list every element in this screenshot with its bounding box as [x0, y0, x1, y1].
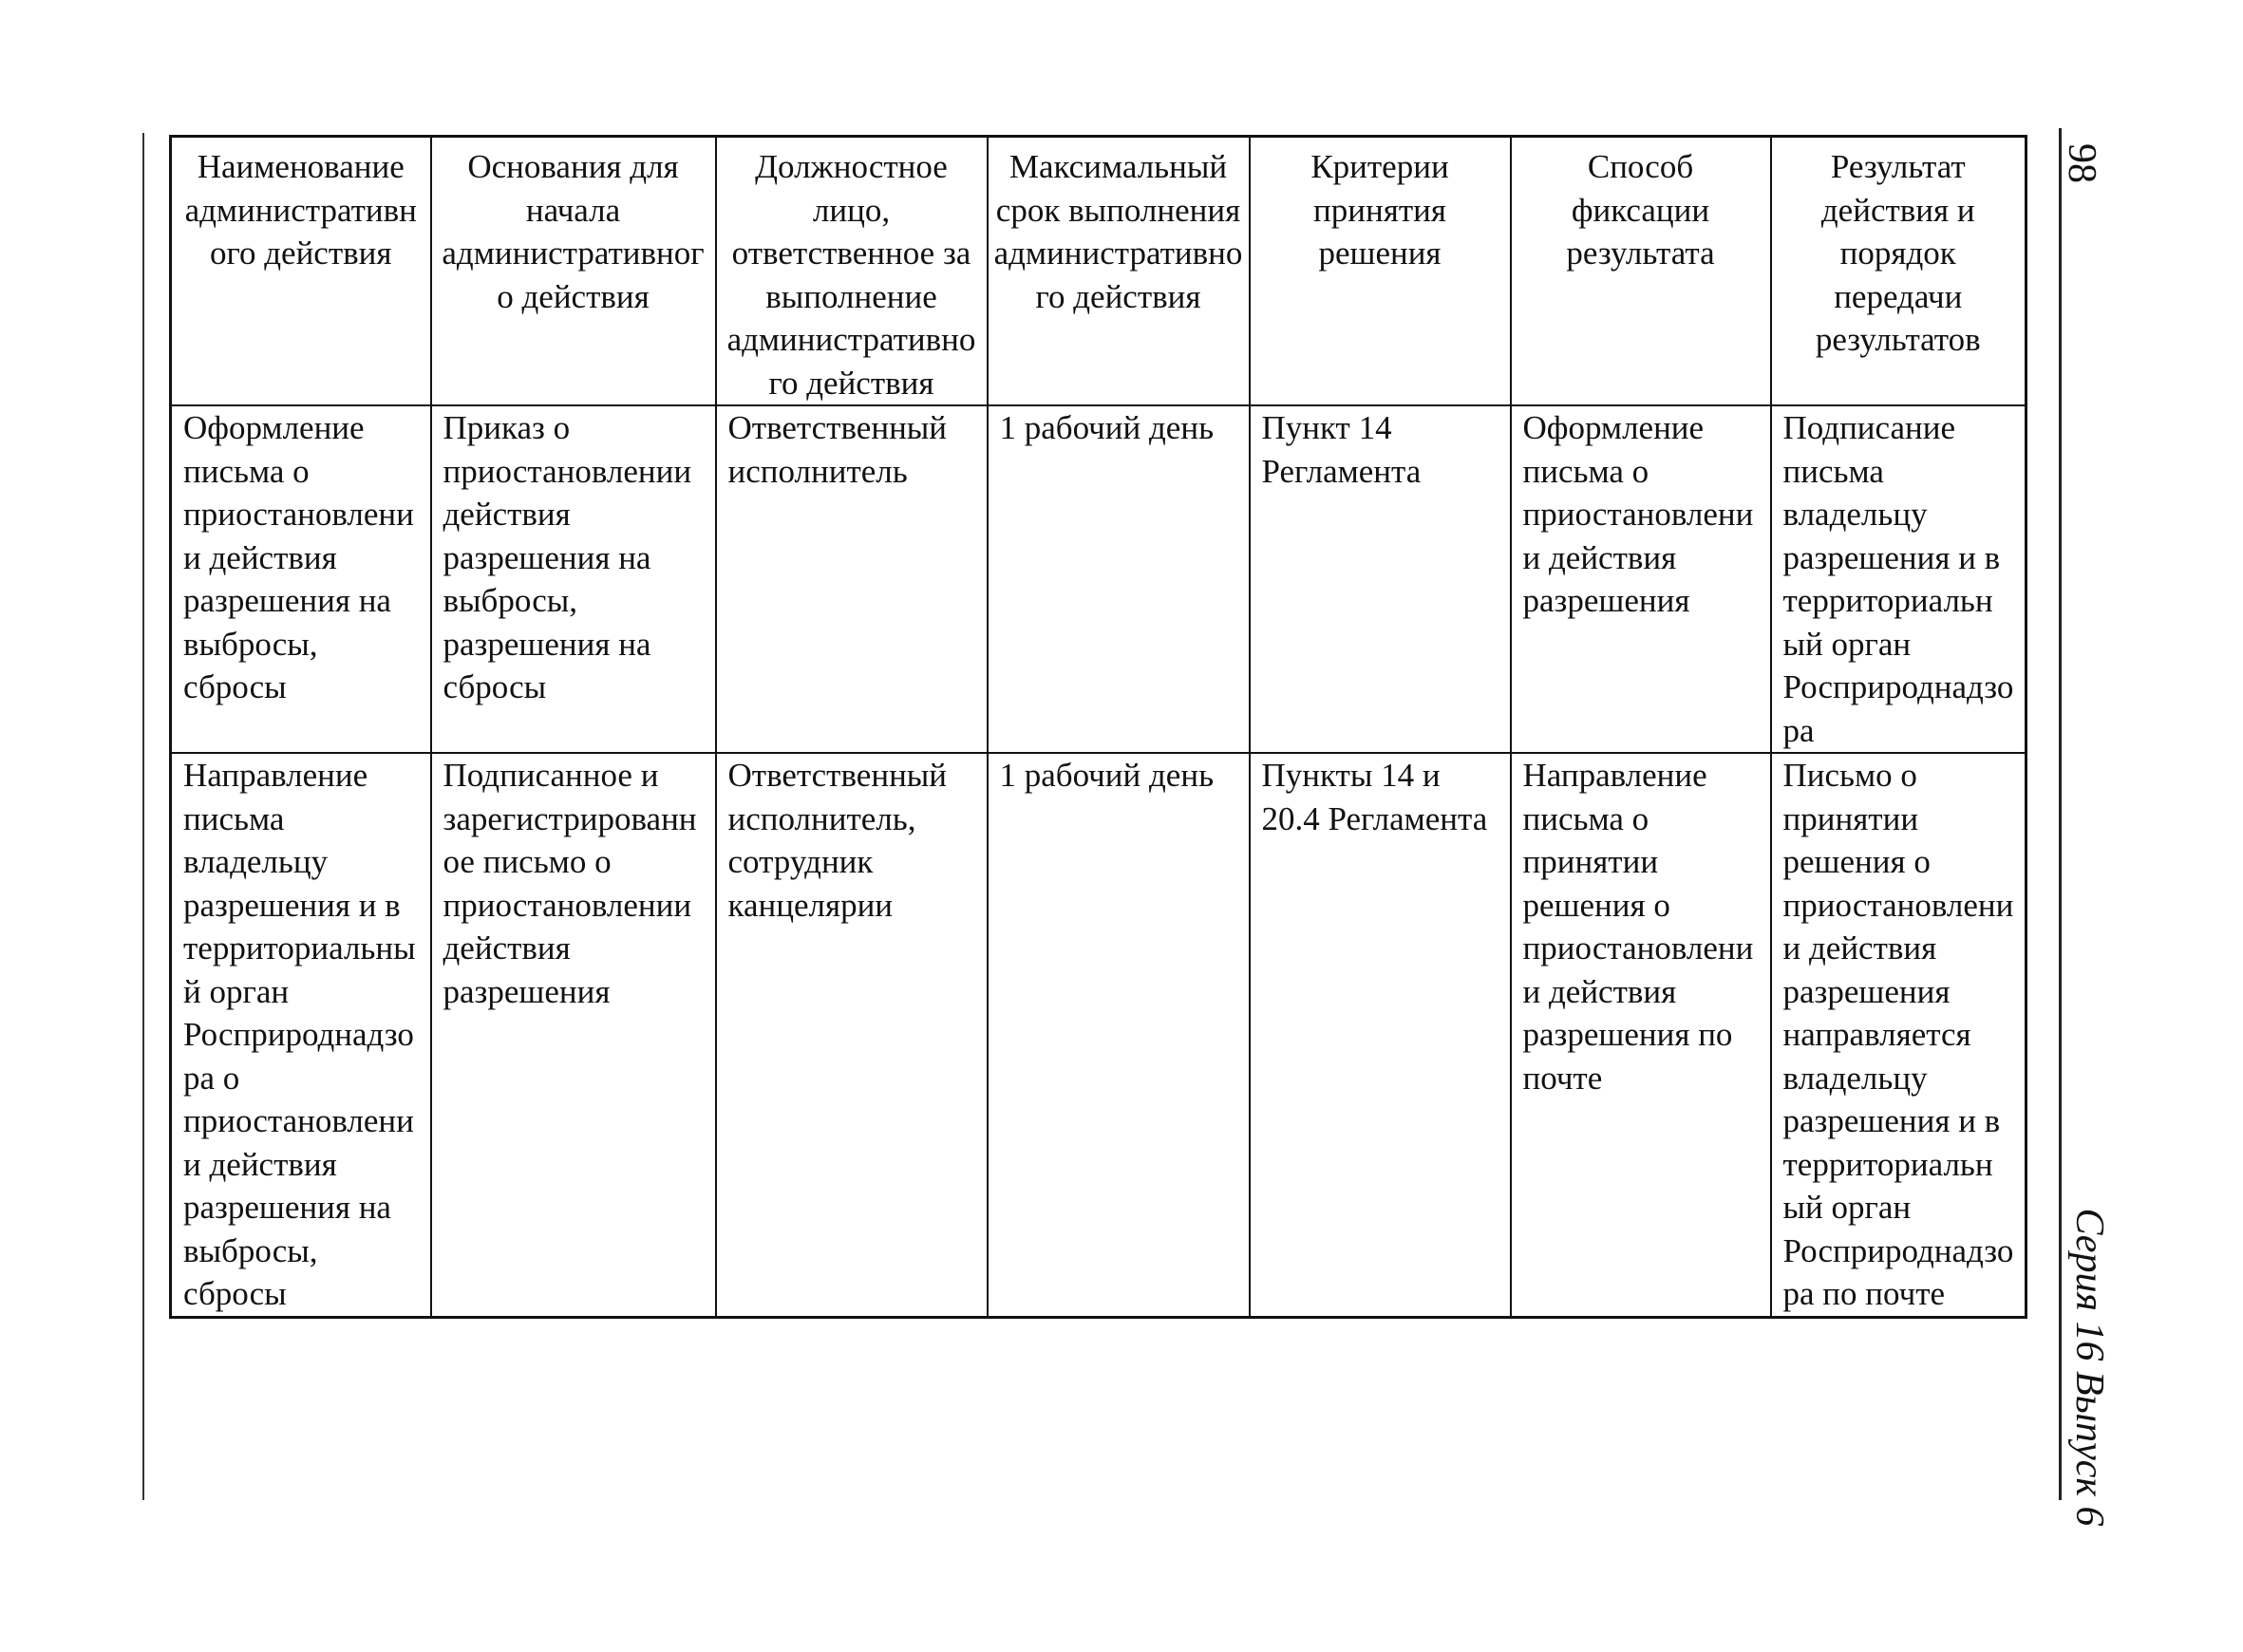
running-header: Серия 16 Выпуск 6 [2067, 1208, 2111, 1527]
table-cell: Ответственный исполнитель [716, 405, 988, 753]
table-cell: Оформление письма о приостановлении действия разрешения [1511, 405, 1771, 753]
table-cell: Направление письма владельцу разрешения и в территориальный орган Росприроднадзора о приостановлении действия разрешения на выбросы, сбросы [171, 753, 431, 1317]
header-result: Результат действия и порядок передачи результатов [1771, 137, 2026, 406]
table-cell: Подписание письма владельцу разрешения и в территориальный орган Росприроднадзора [1771, 405, 2026, 753]
header-fixation: Способ фиксации результата [1511, 137, 1771, 406]
table-cell: Ответственный исполнитель, сотрудник канцелярии [716, 753, 988, 1317]
table-cell: Подписанное и зарегистрированное письмо о приостановлении действия разрешения [431, 753, 716, 1317]
table-cell: 1 рабочий день [988, 405, 1250, 753]
page-number: 98 [2060, 143, 2103, 183]
table-cell: Направление письма о принятии решения о приостановлении действия разрешения по почте [1511, 753, 1771, 1317]
header-grounds: Основания для начала административного действия [431, 137, 716, 406]
table-cell: Оформление письма о приостановлении действия разрешения на выбросы, сбросы [171, 405, 431, 753]
header-official: Должностное лицо, ответственное за выполнение административного действия [716, 137, 988, 406]
table-row [171, 753, 2026, 1317]
header-criteria: Критерии принятия решения [1250, 137, 1511, 406]
table-cell: Пункт 14 Регламента [1250, 405, 1511, 753]
header-action-name: Наименование административного действия [171, 137, 431, 406]
table-cell: 1 рабочий день [988, 753, 1250, 1317]
table-cell: Приказ о приостановлении действия разрешения на выбросы, разрешения на сбросы [431, 405, 716, 753]
table-row [171, 405, 2026, 753]
header-max-term: Максимальный срок выполнения административного действия [988, 137, 1250, 406]
table-header-row [171, 137, 2026, 406]
table-cell: Письмо о принятии решения о приостановлении действия разрешения направляется владельцу разрешения и в территориальный орган Росприроднадзора по почте [1771, 753, 2026, 1317]
left-margin-rule [142, 133, 144, 1500]
table-cell: Пункты 14 и 20.4 Регламента [1250, 753, 1511, 1317]
admin-actions-table [169, 135, 2027, 1319]
